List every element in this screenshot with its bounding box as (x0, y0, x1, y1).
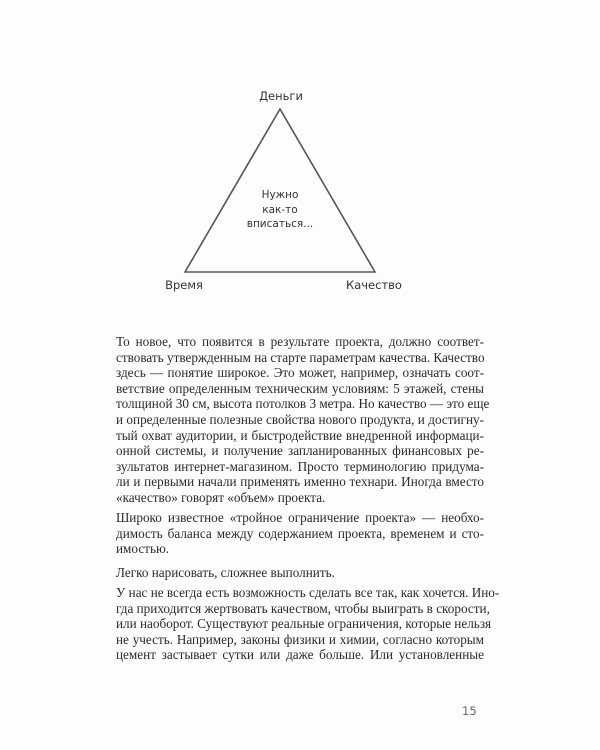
center-line: как-то (262, 203, 298, 216)
text-line: ли и первыми начали применять именно технари. Иногда вместо (116, 474, 484, 490)
text-line: здесь — понятие широкое. Это может, например, означать соот- (116, 365, 484, 381)
paragraph-triple-constraint (116, 510, 484, 557)
triangle-shape (0, 0, 600, 310)
text-line: имостью. (116, 541, 170, 557)
paragraph-limitations (116, 585, 500, 663)
paragraph-quality (116, 334, 490, 506)
text-line: онной системы, и получение запланированных финансовых ре- (116, 443, 484, 459)
center-line: вписаться... (246, 218, 314, 230)
triple-constraint-diagram (0, 0, 600, 310)
text-line: не учесть. Например, законы физики и химии, согласно которым (116, 631, 484, 647)
diagram-center-text (247, 188, 314, 232)
text-line: ветствие определенным техническим условиям: 5 этажей, стены (116, 380, 484, 396)
text-line: «качество» говорят «объем» проекта. (116, 489, 326, 505)
text-line: То новое, что появится в результате проекта, должно соответ- (116, 334, 484, 349)
label-money: Деньги (259, 89, 303, 103)
text-line: гда приходится жертвовать качеством, чтобы выиграть в скорости, (116, 600, 490, 616)
text-line: тый охват аудитории, и быстродействие внедренной информаци- (116, 427, 484, 443)
text-line: У нас не всегда есть возможность сделать все так, как хочется. Ино- (116, 585, 500, 600)
text-line: Широко известное «тройное ограничение проекта» — необхо- (116, 510, 484, 525)
text-line: зультатов интернет-магазином. Просто терминологию придума- (116, 458, 484, 474)
page-number: 15 (462, 704, 477, 718)
text-line: цемент застывает сутки или даже больше. Или установленные (116, 647, 484, 663)
center-line: Нужно (261, 189, 299, 201)
text-line: толщиной 30 см, высота потолков 3 метра. Но качество — это еще (116, 396, 490, 412)
label-time: Время (165, 278, 203, 292)
label-quality: Качество (346, 278, 402, 292)
text-line: и определенные полезные свойства нового продукта, и достигну- (116, 411, 484, 427)
text-line: или наоборот. Существуют реальные ограничения, которые нельзя (116, 616, 492, 632)
text-line: димость баланса между содержанием проекта, временем и сто- (116, 525, 484, 541)
paragraph-easy-to-draw (116, 565, 484, 581)
text-line: Легко нарисовать, сложнее выполнить. (116, 565, 335, 580)
text-line: ствовать утвержденным на старте параметрам качества. Качество (116, 349, 485, 365)
